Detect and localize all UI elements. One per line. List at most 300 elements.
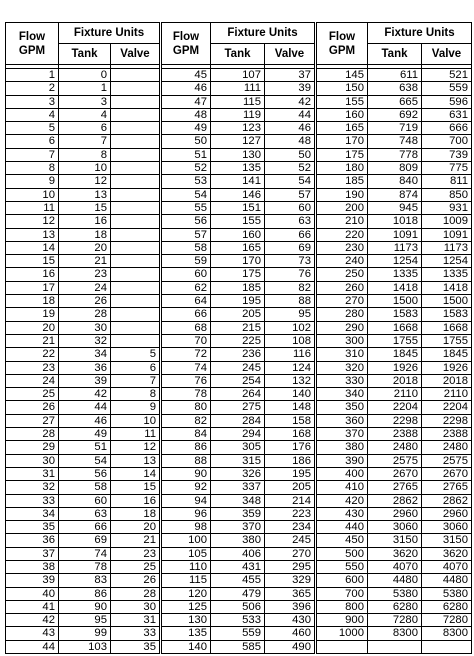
table-row bbox=[6, 188, 160, 201]
tank-cell: 359 bbox=[211, 507, 265, 520]
tank-cell: 7 bbox=[59, 135, 111, 148]
tank-cell: 1173 bbox=[368, 241, 422, 254]
table-row bbox=[162, 574, 315, 587]
table-row bbox=[6, 547, 160, 560]
flow-cell: 900 bbox=[317, 614, 368, 627]
flow-cell: 170 bbox=[317, 135, 368, 148]
valve-cell bbox=[111, 241, 160, 254]
flow-cell: 59 bbox=[162, 255, 211, 268]
tank-cell: 78 bbox=[59, 560, 111, 573]
tank-cell: 12 bbox=[59, 175, 111, 188]
flow-cell: 23 bbox=[6, 361, 59, 374]
flow-cell: 330 bbox=[317, 374, 368, 387]
valve-cell: 88 bbox=[265, 295, 315, 308]
valve-cell: 3620 bbox=[422, 547, 472, 560]
table-row bbox=[317, 467, 472, 480]
tank-cell: 160 bbox=[211, 228, 265, 241]
flow-cell: 380 bbox=[317, 441, 368, 454]
table-row bbox=[162, 600, 315, 613]
tank-cell: 175 bbox=[211, 268, 265, 281]
table-row bbox=[162, 135, 315, 148]
valve-cell: 31 bbox=[111, 614, 160, 627]
valve-cell bbox=[111, 308, 160, 321]
table-row bbox=[317, 401, 472, 414]
valve-cell: 2670 bbox=[422, 467, 472, 480]
valve-cell: 739 bbox=[422, 148, 472, 161]
tank-cell: 15 bbox=[59, 201, 111, 214]
table-row bbox=[6, 175, 160, 188]
valve-cell: 521 bbox=[422, 69, 472, 82]
header-flow-gpm: Flow GPM bbox=[317, 23, 368, 65]
flow-cell: 17 bbox=[6, 281, 59, 294]
tank-cell: 1668 bbox=[368, 321, 422, 334]
tank-cell: 2204 bbox=[368, 401, 422, 414]
table-row bbox=[317, 95, 472, 108]
tank-cell: 245 bbox=[211, 361, 265, 374]
table-row bbox=[162, 148, 315, 161]
table-row bbox=[6, 614, 160, 627]
tank-cell: 1 bbox=[59, 82, 111, 95]
valve-cell: 140 bbox=[265, 388, 315, 401]
table-row bbox=[317, 428, 472, 441]
header-fixture-units: Fixture Units bbox=[211, 23, 315, 44]
table-row bbox=[317, 122, 472, 135]
table-row bbox=[317, 614, 472, 627]
valve-cell: 2298 bbox=[422, 414, 472, 427]
tank-cell: 7280 bbox=[368, 614, 422, 627]
table-row bbox=[6, 135, 160, 148]
table-row bbox=[162, 201, 315, 214]
tank-cell: 326 bbox=[211, 467, 265, 480]
flow-cell: 26 bbox=[6, 401, 59, 414]
valve-cell: 1583 bbox=[422, 308, 472, 321]
flow-cell: 49 bbox=[162, 122, 211, 135]
valve-cell: 365 bbox=[265, 587, 315, 600]
valve-cell bbox=[111, 228, 160, 241]
tank-cell: 778 bbox=[368, 148, 422, 161]
valve-cell: 329 bbox=[265, 574, 315, 587]
table-row bbox=[162, 614, 315, 627]
valve-cell: 37 bbox=[265, 69, 315, 82]
valve-cell bbox=[111, 108, 160, 121]
tank-cell: 431 bbox=[211, 560, 265, 573]
flow-cell: 450 bbox=[317, 534, 368, 547]
flow-cell: 35 bbox=[6, 521, 59, 534]
tank-cell: 1500 bbox=[368, 295, 422, 308]
table-row bbox=[6, 587, 160, 600]
tank-cell: 2110 bbox=[368, 388, 422, 401]
flow-cell: 76 bbox=[162, 374, 211, 387]
tank-cell: 205 bbox=[211, 308, 265, 321]
table-row bbox=[162, 547, 315, 560]
table-row bbox=[317, 281, 472, 294]
valve-cell bbox=[111, 135, 160, 148]
table-row bbox=[6, 521, 160, 534]
flow-cell: 50 bbox=[162, 135, 211, 148]
table-row bbox=[162, 321, 315, 334]
flow-cell: 42 bbox=[6, 614, 59, 627]
tank-cell: 151 bbox=[211, 201, 265, 214]
tank-cell: 8300 bbox=[368, 627, 422, 640]
flow-cell: 300 bbox=[317, 334, 368, 347]
flow-cell: 52 bbox=[162, 162, 211, 175]
tank-cell: 3 bbox=[59, 95, 111, 108]
header-flow-gpm: Flow GPM bbox=[6, 23, 59, 65]
table-row bbox=[317, 587, 472, 600]
table-row bbox=[317, 521, 472, 534]
tank-cell: 66 bbox=[59, 521, 111, 534]
tank-cell: 2670 bbox=[368, 467, 422, 480]
tank-cell: 99 bbox=[59, 627, 111, 640]
tank-cell: 74 bbox=[59, 547, 111, 560]
valve-cell: 1173 bbox=[422, 241, 472, 254]
table-row bbox=[162, 69, 315, 82]
flow-cell bbox=[317, 640, 368, 653]
valve-cell: 1500 bbox=[422, 295, 472, 308]
header-tank: Tank bbox=[59, 44, 111, 65]
valve-cell: 1926 bbox=[422, 361, 472, 374]
table-row bbox=[6, 534, 160, 547]
tank-cell: 36 bbox=[59, 361, 111, 374]
flow-cell: 24 bbox=[6, 374, 59, 387]
tank-cell: 54 bbox=[59, 454, 111, 467]
tank-cell: 305 bbox=[211, 441, 265, 454]
tank-cell: 4480 bbox=[368, 574, 422, 587]
tank-cell: 380 bbox=[211, 534, 265, 547]
flow-cell: 370 bbox=[317, 428, 368, 441]
table-row bbox=[317, 148, 472, 161]
table-row bbox=[317, 441, 472, 454]
valve-cell: 21 bbox=[111, 534, 160, 547]
valve-cell: 66 bbox=[265, 228, 315, 241]
tank-cell: 39 bbox=[59, 374, 111, 387]
valve-cell: 42 bbox=[265, 95, 315, 108]
table-row bbox=[317, 69, 472, 82]
table-row bbox=[6, 281, 160, 294]
tank-cell: 90 bbox=[59, 600, 111, 613]
flow-cell: 1000 bbox=[317, 627, 368, 640]
table-row bbox=[162, 481, 315, 494]
flow-cell: 78 bbox=[162, 388, 211, 401]
flow-cell: 44 bbox=[6, 640, 59, 653]
tank-cell: 10 bbox=[59, 162, 111, 175]
flow-cell: 40 bbox=[6, 587, 59, 600]
table-row bbox=[317, 534, 472, 547]
table-row bbox=[6, 388, 160, 401]
tank-cell: 95 bbox=[59, 614, 111, 627]
valve-cell: 12 bbox=[111, 441, 160, 454]
tank-cell: 185 bbox=[211, 281, 265, 294]
table-row bbox=[162, 467, 315, 480]
valve-cell: 931 bbox=[422, 201, 472, 214]
table-row bbox=[162, 454, 315, 467]
flow-cell: 600 bbox=[317, 574, 368, 587]
flow-cell: 21 bbox=[6, 334, 59, 347]
valve-cell: 245 bbox=[265, 534, 315, 547]
valve-cell: 2575 bbox=[422, 454, 472, 467]
tank-cell: 8 bbox=[59, 148, 111, 161]
table-row bbox=[317, 454, 472, 467]
tank-cell: 1254 bbox=[368, 255, 422, 268]
valve-cell: 396 bbox=[265, 600, 315, 613]
valve-cell: 2018 bbox=[422, 374, 472, 387]
table-row bbox=[317, 268, 472, 281]
flow-cell: 150 bbox=[317, 82, 368, 95]
valve-cell: 33 bbox=[111, 627, 160, 640]
valve-cell: 60 bbox=[265, 201, 315, 214]
table-row bbox=[162, 361, 315, 374]
fixture-table-block-2 bbox=[161, 22, 315, 654]
valve-cell bbox=[111, 82, 160, 95]
valve-cell: 205 bbox=[265, 481, 315, 494]
tank-cell: 16 bbox=[59, 215, 111, 228]
tank-cell: 60 bbox=[59, 494, 111, 507]
flow-cell: 30 bbox=[6, 454, 59, 467]
table-row bbox=[162, 82, 315, 95]
table-row bbox=[317, 361, 472, 374]
tank-cell: 275 bbox=[211, 401, 265, 414]
header-tank: Tank bbox=[211, 44, 265, 65]
table-row bbox=[317, 574, 472, 587]
flow-cell: 32 bbox=[6, 481, 59, 494]
table-row bbox=[6, 201, 160, 214]
valve-cell: 3060 bbox=[422, 521, 472, 534]
table-row bbox=[6, 321, 160, 334]
table-row bbox=[317, 494, 472, 507]
flow-cell: 88 bbox=[162, 454, 211, 467]
table-row bbox=[317, 600, 472, 613]
tank-cell: 479 bbox=[211, 587, 265, 600]
flow-cell: 250 bbox=[317, 268, 368, 281]
tank-cell: 2765 bbox=[368, 481, 422, 494]
table-row bbox=[6, 481, 160, 494]
table-row bbox=[6, 441, 160, 454]
valve-cell bbox=[111, 334, 160, 347]
table-row bbox=[317, 388, 472, 401]
valve-cell: 52 bbox=[265, 162, 315, 175]
tank-cell: 63 bbox=[59, 507, 111, 520]
table-row bbox=[317, 481, 472, 494]
flow-cell: 96 bbox=[162, 507, 211, 520]
tank-cell: 195 bbox=[211, 295, 265, 308]
table-row bbox=[162, 162, 315, 175]
tank-cell: 24 bbox=[59, 281, 111, 294]
flow-cell: 46 bbox=[162, 82, 211, 95]
valve-cell: 700 bbox=[422, 135, 472, 148]
table-row bbox=[317, 348, 472, 361]
flow-cell: 70 bbox=[162, 334, 211, 347]
table-row bbox=[162, 374, 315, 387]
valve-cell: 2388 bbox=[422, 428, 472, 441]
table-row bbox=[317, 215, 472, 228]
table-row bbox=[162, 295, 315, 308]
valve-cell: 69 bbox=[265, 241, 315, 254]
table-row bbox=[6, 401, 160, 414]
flow-cell: 430 bbox=[317, 507, 368, 520]
valve-cell bbox=[111, 148, 160, 161]
tank-cell: 506 bbox=[211, 600, 265, 613]
table-row bbox=[6, 122, 160, 135]
header-fixture-units: Fixture Units bbox=[368, 23, 472, 44]
table-row bbox=[162, 494, 315, 507]
valve-cell: 50 bbox=[265, 148, 315, 161]
flow-cell: 260 bbox=[317, 281, 368, 294]
flow-cell: 62 bbox=[162, 281, 211, 294]
valve-cell: 666 bbox=[422, 122, 472, 135]
flow-cell: 34 bbox=[6, 507, 59, 520]
tank-cell: 58 bbox=[59, 481, 111, 494]
valve-cell: 124 bbox=[265, 361, 315, 374]
table-row bbox=[162, 334, 315, 347]
valve-cell bbox=[111, 321, 160, 334]
flow-cell: 360 bbox=[317, 414, 368, 427]
flow-cell: 190 bbox=[317, 188, 368, 201]
flow-cell: 410 bbox=[317, 481, 368, 494]
flow-cell: 230 bbox=[317, 241, 368, 254]
tank-cell: 107 bbox=[211, 69, 265, 82]
valve-cell: 54 bbox=[265, 175, 315, 188]
tank-cell: 611 bbox=[368, 69, 422, 82]
flow-cell: 115 bbox=[162, 574, 211, 587]
valve-cell: 132 bbox=[265, 374, 315, 387]
valve-cell: 8300 bbox=[422, 627, 472, 640]
valve-cell: 16 bbox=[111, 494, 160, 507]
valve-cell: 148 bbox=[265, 401, 315, 414]
tank-cell: 155 bbox=[211, 215, 265, 228]
valve-cell bbox=[111, 175, 160, 188]
table-row bbox=[6, 268, 160, 281]
valve-cell: 270 bbox=[265, 547, 315, 560]
flow-cell: 140 bbox=[162, 640, 211, 653]
tank-cell: 6 bbox=[59, 122, 111, 135]
tank-cell: 638 bbox=[368, 82, 422, 95]
flow-cell: 105 bbox=[162, 547, 211, 560]
valve-cell: 1254 bbox=[422, 255, 472, 268]
tank-cell: 49 bbox=[59, 428, 111, 441]
valve-cell: 9 bbox=[111, 401, 160, 414]
valve-cell bbox=[111, 162, 160, 175]
valve-cell: 48 bbox=[265, 135, 315, 148]
table-row bbox=[162, 521, 315, 534]
table-row bbox=[162, 507, 315, 520]
tank-cell: 83 bbox=[59, 574, 111, 587]
flow-cell: 31 bbox=[6, 467, 59, 480]
valve-cell: 35 bbox=[111, 640, 160, 653]
table-row bbox=[162, 534, 315, 547]
table-row bbox=[6, 507, 160, 520]
table-row bbox=[162, 228, 315, 241]
flow-cell: 29 bbox=[6, 441, 59, 454]
flow-cell: 185 bbox=[317, 175, 368, 188]
tank-cell: 585 bbox=[211, 640, 265, 653]
table-row bbox=[162, 255, 315, 268]
valve-cell: 39 bbox=[265, 82, 315, 95]
tank-cell: 13 bbox=[59, 188, 111, 201]
table-row bbox=[6, 295, 160, 308]
table-row bbox=[6, 255, 160, 268]
flow-cell: 800 bbox=[317, 600, 368, 613]
table-row bbox=[162, 95, 315, 108]
valve-cell: 30 bbox=[111, 600, 160, 613]
valve-cell: 430 bbox=[265, 614, 315, 627]
valve-cell: 158 bbox=[265, 414, 315, 427]
tank-cell: 127 bbox=[211, 135, 265, 148]
tank-cell: 18 bbox=[59, 228, 111, 241]
flow-cell: 56 bbox=[162, 215, 211, 228]
valve-cell: 1335 bbox=[422, 268, 472, 281]
flow-cell: 80 bbox=[162, 401, 211, 414]
flow-cell: 145 bbox=[317, 69, 368, 82]
tank-cell: 315 bbox=[211, 454, 265, 467]
flow-cell: 550 bbox=[317, 560, 368, 573]
flow-cell: 1 bbox=[6, 69, 59, 82]
table-row bbox=[317, 201, 472, 214]
tank-cell: 23 bbox=[59, 268, 111, 281]
table-row bbox=[317, 308, 472, 321]
flow-cell: 25 bbox=[6, 388, 59, 401]
flow-cell: 82 bbox=[162, 414, 211, 427]
flow-cell: 310 bbox=[317, 348, 368, 361]
table-row bbox=[6, 82, 160, 95]
flow-cell: 60 bbox=[162, 268, 211, 281]
table-row bbox=[6, 600, 160, 613]
tank-cell: 294 bbox=[211, 428, 265, 441]
valve-cell: 2862 bbox=[422, 494, 472, 507]
valve-cell: 1418 bbox=[422, 281, 472, 294]
header-valve: Valve bbox=[422, 44, 472, 65]
table-row bbox=[317, 334, 472, 347]
table-row bbox=[162, 587, 315, 600]
tank-cell: 26 bbox=[59, 295, 111, 308]
flow-cell: 3 bbox=[6, 95, 59, 108]
valve-cell bbox=[111, 188, 160, 201]
valve-cell: 234 bbox=[265, 521, 315, 534]
tank-cell: 2575 bbox=[368, 454, 422, 467]
table-row bbox=[162, 414, 315, 427]
valve-cell: 73 bbox=[265, 255, 315, 268]
table-row bbox=[6, 574, 160, 587]
flow-cell: 37 bbox=[6, 547, 59, 560]
tank-cell: 1091 bbox=[368, 228, 422, 241]
tank-cell: 30 bbox=[59, 321, 111, 334]
flow-cell: 135 bbox=[162, 627, 211, 640]
flow-cell: 18 bbox=[6, 295, 59, 308]
valve-cell: 1091 bbox=[422, 228, 472, 241]
flow-cell: 155 bbox=[317, 95, 368, 108]
tank-cell: 141 bbox=[211, 175, 265, 188]
tank-cell: 2018 bbox=[368, 374, 422, 387]
flow-cell: 2 bbox=[6, 82, 59, 95]
valve-cell: 26 bbox=[111, 574, 160, 587]
valve-cell bbox=[111, 201, 160, 214]
valve-cell: 46 bbox=[265, 122, 315, 135]
table-row bbox=[6, 148, 160, 161]
tank-cell: 1018 bbox=[368, 215, 422, 228]
valve-cell: 95 bbox=[265, 308, 315, 321]
valve-cell: 2765 bbox=[422, 481, 472, 494]
flow-cell: 90 bbox=[162, 467, 211, 480]
flow-cell: 38 bbox=[6, 560, 59, 573]
flow-cell: 45 bbox=[162, 69, 211, 82]
tank-cell: 21 bbox=[59, 255, 111, 268]
tank-cell: 5380 bbox=[368, 587, 422, 600]
flow-cell: 120 bbox=[162, 587, 211, 600]
table-row bbox=[317, 321, 472, 334]
table-row bbox=[317, 82, 472, 95]
flow-cell: 240 bbox=[317, 255, 368, 268]
valve-cell: 2110 bbox=[422, 388, 472, 401]
flow-cell: 94 bbox=[162, 494, 211, 507]
